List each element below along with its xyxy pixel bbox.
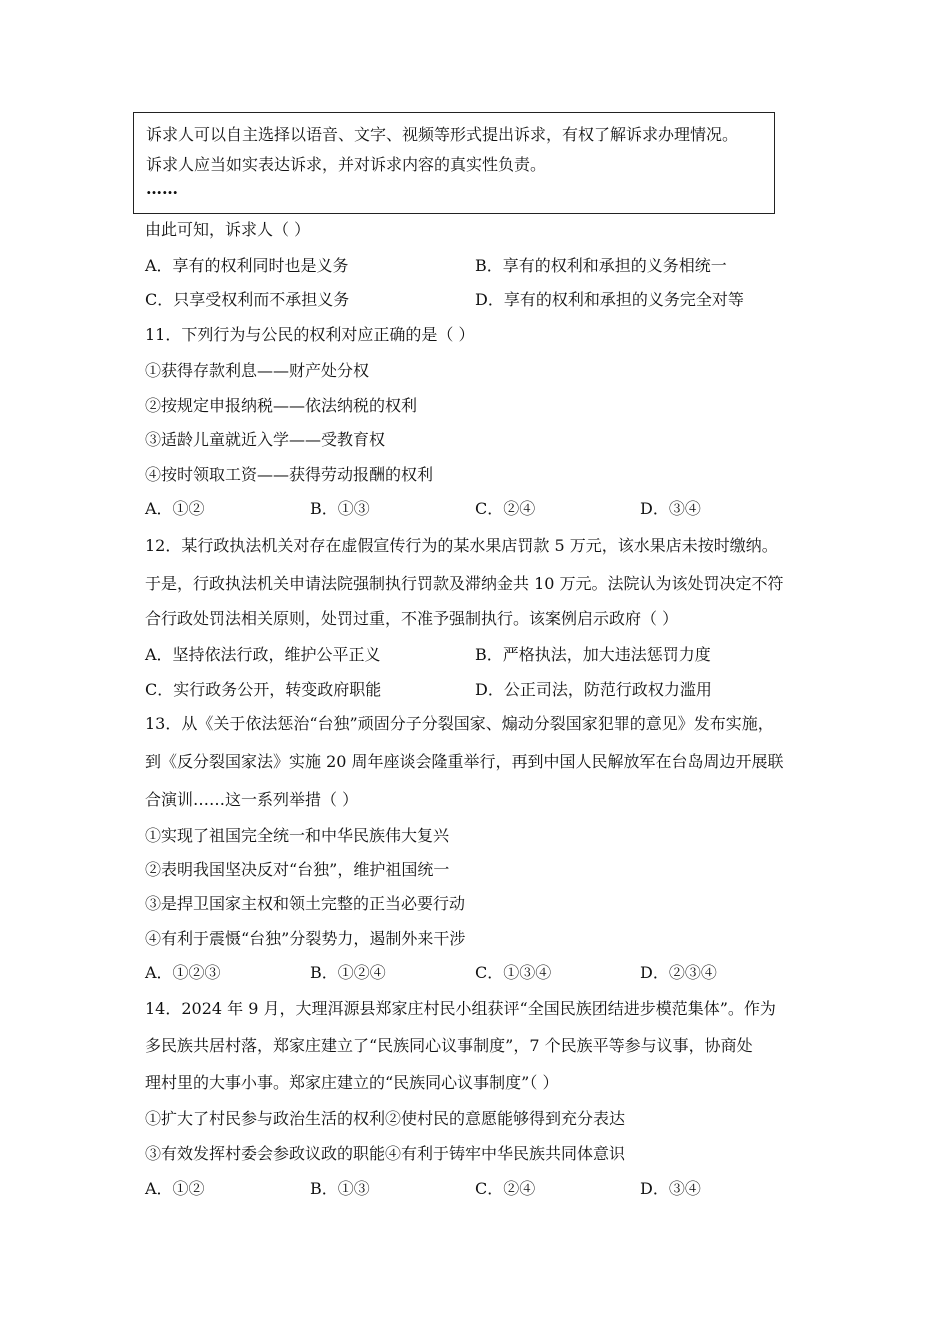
question-10-option-a: A．享有的权利同时也是义务 (145, 256, 349, 275)
question-13-option-d: D．②③④ (640, 963, 717, 982)
excerpt-box (133, 112, 775, 214)
question-11-item: ④按时领取工资——获得劳动报酬的权利 (145, 465, 434, 484)
question-11-option-c: C．②④ (475, 499, 536, 518)
question-14-option-c: C．②④ (475, 1179, 536, 1198)
question-12-stem-line: 合行政处罚法相关原则，处罚过重，不准予强制执行。该案例启示政府（ ） (145, 609, 679, 628)
question-13-stem-line: 13．从《关于依法惩治“台独”顽固分子分裂国家、煽动分裂国家犯罪的意见》发布实施， (145, 714, 774, 733)
question-11-stem: 11．下列行为与公民的权利对应正确的是（ ） (145, 325, 475, 344)
question-12-option-b: B．严格执法，加大违法惩罚力度 (475, 645, 711, 664)
question-11-option-b: B．①③ (310, 499, 370, 518)
question-10-option-b: B．享有的权利和承担的义务相统一 (475, 256, 727, 275)
question-13-item: ②表明我国坚决反对“台独”，维护祖国统一 (145, 860, 450, 879)
question-13-option-a: A．①②③ (145, 963, 221, 982)
question-14-item: ③有效发挥村委会参政议政的职能④有利于铸牢中华民族共同体意识 (145, 1144, 626, 1163)
question-13-option-b: B．①②④ (310, 963, 386, 982)
excerpt-line: 诉求人应当如实表达诉求，并对诉求内容的真实性负责。 (146, 155, 547, 174)
question-10-option-d: D．享有的权利和承担的义务完全对等 (475, 290, 744, 309)
question-10-stem: 由此可知，诉求人（ ） (145, 220, 311, 239)
question-14-stem-line: 多民族共居村落，郑家庄建立了“民族同心议事制度”，7 个民族平等参与议事，协商处 (145, 1036, 753, 1055)
question-11-item: ③适龄儿童就近入学——受教育权 (145, 430, 386, 449)
excerpt-line: …… (146, 179, 178, 198)
question-14-option-a: A．①② (145, 1179, 205, 1198)
question-13-option-c: C．①③④ (475, 963, 552, 982)
question-12-option-a: A．坚持依法行政，维护公平正义 (145, 645, 381, 664)
question-14-option-d: D．③④ (640, 1179, 701, 1198)
question-12-stem-line: 于是，行政执法机关申请法院强制执行罚款及滞纳金共 10 万元。法院认为该处罚决定不符 (145, 574, 784, 593)
question-12-stem-line: 12．某行政执法机关对存在虚假宣传行为的某水果店罚款 5 万元，该水果店未按时缴纳。 (145, 536, 778, 555)
question-13-stem-line: 到《反分裂国家法》实施 20 周年座谈会隆重举行，再到中国人民解放军在台岛周边开展联 (145, 752, 784, 771)
question-11-item: ①获得存款利息——财产处分权 (145, 361, 370, 380)
excerpt-line: 诉求人可以自主选择以语音、文字、视频等形式提出诉求，有权了解诉求办理情况。 (146, 125, 739, 144)
question-13-item: ③是捍卫国家主权和领土完整的正当必要行动 (145, 894, 466, 913)
question-13-item: ④有利于震慑“台独”分裂势力，遏制外来干涉 (145, 929, 466, 948)
question-14-stem-line: 14．2024 年 9 月，大理洱源县郑家庄村民小组获评“全国民族团结进步模范集体”。作为 (145, 999, 776, 1018)
question-11-option-d: D．③④ (640, 499, 701, 518)
question-10-option-c: C．只享受权利而不承担义务 (145, 290, 350, 309)
question-14-option-b: B．①③ (310, 1179, 370, 1198)
question-11-option-a: A．①② (145, 499, 205, 518)
question-14-item: ①扩大了村民参与政治生活的权利②使村民的意愿能够得到充分表达 (145, 1109, 626, 1128)
question-12-option-d: D．公正司法，防范行政权力滥用 (475, 680, 712, 699)
question-12-option-c: C．实行政务公开，转变政府职能 (145, 680, 382, 699)
question-11-item: ②按规定申报纳税——依法纳税的权利 (145, 396, 418, 415)
question-13-item: ①实现了祖国完全统一和中华民族伟大复兴 (145, 826, 450, 845)
question-13-stem-line: 合演训……这一系列举措（ ） (145, 790, 359, 809)
question-14-stem-line: 理村里的大事小事。郑家庄建立的“民族同心议事制度”（ ） (145, 1073, 559, 1092)
